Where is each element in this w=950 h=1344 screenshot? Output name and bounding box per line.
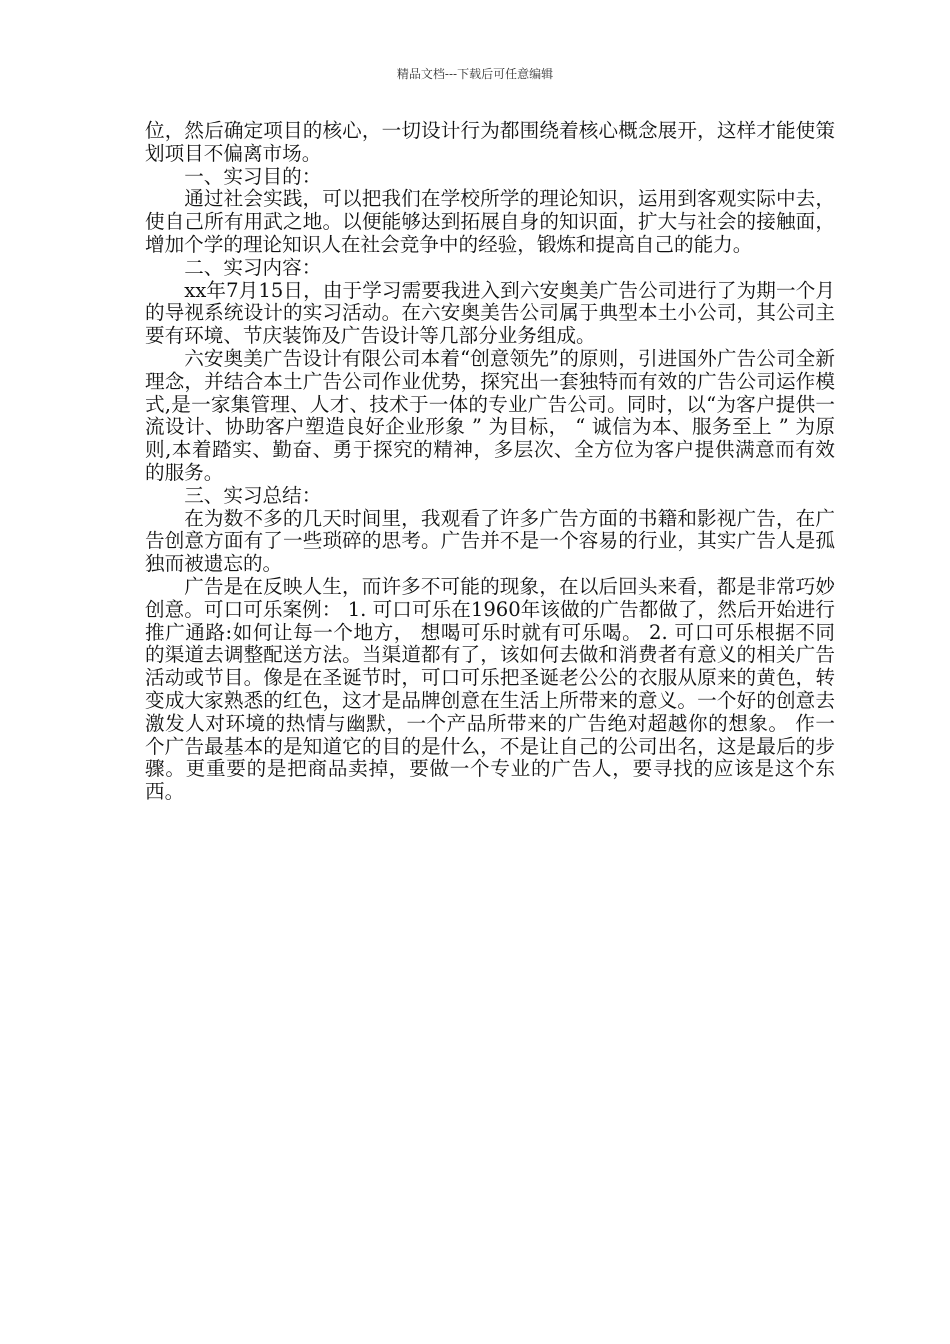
paragraph-company-profile: 六安奥美广告设计有限公司本着“创意领先”的原则，引进国外广告公司全新理念，并结合本土广告公司作业优势，探究出一套独特而有效的广告公司运作模式,是一家集管理、人才、技术于一体的专业广告公司。同时，以“为客户提供一流设计、协助客户塑造良好企业形象 ” 为目标， “ 诚信为本、服务至上 ” 为原则,本着踏实、勤奋、勇于探究的精神，多层次、全方位为客户提供满意而有效的服务。 — [145, 346, 835, 484]
paragraph-continuation: 位，然后确定项目的核心，一切设计行为都围绕着核心概念展开，这样才能使策划项目不偏离市场。 — [145, 119, 835, 165]
paragraph-purpose: 通过社会实践，可以把我们在学校所学的理论知识，运用到客观实际中去，使自己所有用武之地。以便能够达到拓展自身的知识面，扩大与社会的接触面，增加个学的理论知识人在社会竞争中的经验，锻炼和提高自己的能力。 — [145, 187, 835, 256]
section-heading-summary: 三、实习总结： — [184, 483, 322, 507]
paragraph-summary: 在为数不多的几天时间里，我观看了许多广告方面的书籍和影视广告，在广告创意方面有了一些琐碎的思考。广告并不是一个容易的行业，其实广告人是孤独而被遗忘的。 — [145, 506, 835, 576]
section-heading-content: 二、实习内容： — [184, 255, 322, 279]
section-heading-purpose: 一、实习目的： — [184, 164, 322, 188]
page-header: 精品文档---下载后可任意编辑 — [396, 67, 554, 81]
paragraph-content-intro: xx年7月15日，由于学习需要我进入到六安奥美广告公司进行了为期一个月的导视系统设计的实习活动。在六安奥美告公司属于典型本土小公司，其公司主要有环境、节庆装饰及广告设计等几部分业务组成。 — [145, 278, 835, 348]
paragraph-coca-cola-case: 广告是在反映人生，而许多不可能的现象，在以后回头来看，都是非常巧妙创意。可口可乐案例： 1. 可口可乐在1960年该做的广告都做了，然后开始进行推广通路:如何让每一个地方， 想喝可乐时就有可乐喝。 2. 可口可乐根据不同的渠道去调整配送方法。当渠道都有了，该如何去做和消费者有意义的相关广告活动或节目。像是在圣诞节时，可口可乐把圣诞老公公的衣服从原来的黄色，转变成大家熟悉的红色，这才是品牌创意在生活上所带来的意义。一个好的创意去激发人对环境的热情与幽默，一个产品所带来的广告绝对超越你的想象。 作一个广告最基本的是知道它的目的是什么，不是让自己的公司出名，这是最后的步骤。更重要的是把商品卖掉，要做一个专业的广告人，要寻找的应该是这个东西。 — [145, 574, 835, 804]
document-body — [145, 120, 835, 804]
